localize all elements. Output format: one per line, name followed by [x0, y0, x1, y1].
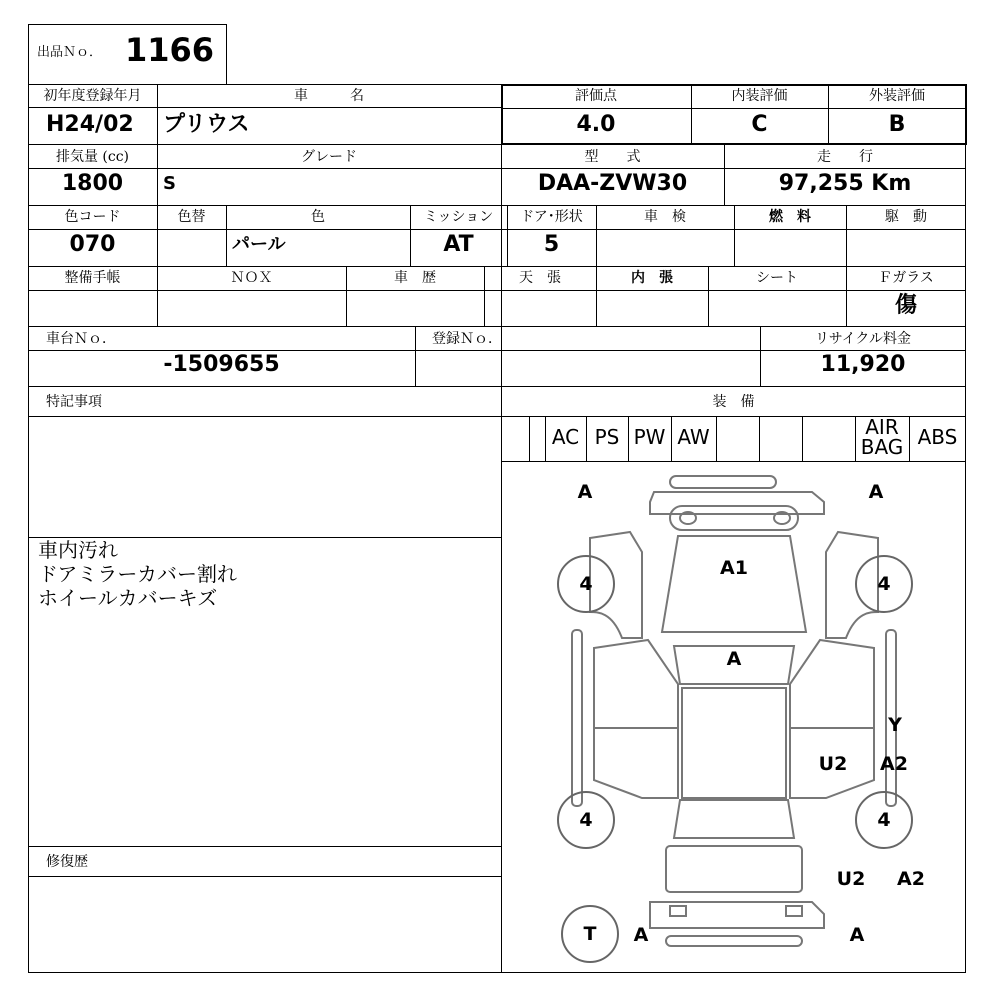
- equipment-pw: PW: [633, 425, 666, 449]
- mark-right-u2-lower: U2: [836, 868, 866, 890]
- exterior-value: B: [888, 112, 906, 137]
- mark-right-y: Y: [888, 714, 902, 736]
- mark-front-right: A: [868, 481, 884, 503]
- chassis-label: 車台Ｎｏ．: [46, 331, 116, 347]
- drive-label: 駆 動: [885, 209, 927, 225]
- repair-history-label: 修復歴: [46, 854, 88, 870]
- service-book-label: 整備手帳: [64, 270, 121, 286]
- note-line: ドアミラーカバー割れ: [38, 562, 237, 586]
- color-code-label: 色コード: [64, 209, 121, 225]
- color-label: 色: [311, 209, 325, 225]
- mark-hood: A1: [720, 557, 748, 579]
- mark-right-u2-upper: U2: [818, 753, 848, 775]
- lot-number: 1166: [125, 31, 215, 69]
- door-label: ドア･形状: [520, 209, 583, 225]
- mission-value: AT: [443, 232, 474, 257]
- recycle-label: リサイクル料金: [814, 331, 912, 347]
- history-label: 車 歴: [394, 270, 436, 286]
- recycle-value: 11,920: [820, 352, 906, 377]
- roof-lining-label: 天 張: [519, 270, 561, 286]
- equipment-label: 装 備: [712, 394, 755, 410]
- fglass-value: 傷: [894, 293, 917, 318]
- mark-tire-fl: 4: [579, 573, 593, 595]
- score-value: 4.0: [576, 112, 616, 137]
- exterior-label: 外装評価: [869, 88, 925, 104]
- grade-value: S: [163, 173, 176, 194]
- fglass-label: Ｆガラス: [878, 270, 934, 286]
- equipment-aw: AW: [677, 425, 710, 449]
- equipment-airbag: AIR BAG: [860, 415, 904, 459]
- equipment-ac: AC: [551, 425, 580, 449]
- note-line: 車内汚れ: [38, 538, 118, 562]
- mark-tire-rr: 4: [877, 809, 891, 831]
- mark-rear-right: A: [849, 924, 865, 946]
- fuel-label: 燃 料: [769, 209, 811, 225]
- car-name-value: プリウス: [163, 112, 250, 137]
- reg-no-label: 登録Ｎｏ．: [432, 331, 502, 347]
- special-notes-text: [38, 538, 237, 610]
- door-value: 5: [543, 232, 560, 257]
- equipment-abs: ABS: [917, 425, 958, 449]
- mark-tire-rl: 4: [579, 809, 593, 831]
- note-line: ホイールカバーキズ: [38, 586, 218, 610]
- displacement-value: 1800: [61, 171, 124, 196]
- equipment-row: [529, 416, 966, 461]
- mileage-value: 97,255 Km: [778, 171, 912, 196]
- color-change-label: 色替: [177, 209, 206, 225]
- score-label: 評価点: [575, 88, 617, 104]
- displacement-label: 排気量 (cc): [55, 149, 130, 165]
- lot-label: 出品Ｎｏ．: [37, 45, 103, 60]
- mission-label: ミッション: [423, 209, 494, 225]
- interior-value: C: [751, 112, 768, 137]
- grade-label: グレード: [301, 149, 357, 165]
- chassis-value: -1509655: [163, 352, 280, 377]
- model-value: DAA-ZVW30: [537, 171, 688, 196]
- model-label: 型 式: [584, 149, 641, 165]
- mileage-label: 走 行: [817, 149, 873, 165]
- special-notes-label: 特記事項: [46, 394, 102, 410]
- nox-label: ＮＯＸ: [230, 270, 273, 286]
- car-name-label: 車 名: [294, 88, 364, 104]
- mark-right-a2-upper: A2: [880, 753, 908, 775]
- mark-windshield: A: [726, 648, 742, 670]
- lot-box: [28, 24, 227, 85]
- mark-tire-fr: 4: [877, 573, 891, 595]
- first-reg-value: H24/02: [46, 112, 134, 137]
- color-value: パール: [232, 234, 286, 255]
- equipment-ps: PS: [594, 425, 620, 449]
- mark-front-left: A: [577, 481, 593, 503]
- inner-lining-label: 内 張: [631, 270, 673, 286]
- mark-spare-tire: T: [583, 923, 597, 945]
- first-reg-label: 初年度登録年月: [43, 88, 142, 104]
- seat-label: シート: [756, 270, 798, 286]
- color-code-value: 070: [69, 232, 116, 257]
- mark-right-a2-lower: A2: [897, 868, 925, 890]
- interior-label: 内装評価: [731, 88, 788, 104]
- mark-rear-left: A: [633, 924, 649, 946]
- inspection-label: 車 検: [644, 209, 686, 225]
